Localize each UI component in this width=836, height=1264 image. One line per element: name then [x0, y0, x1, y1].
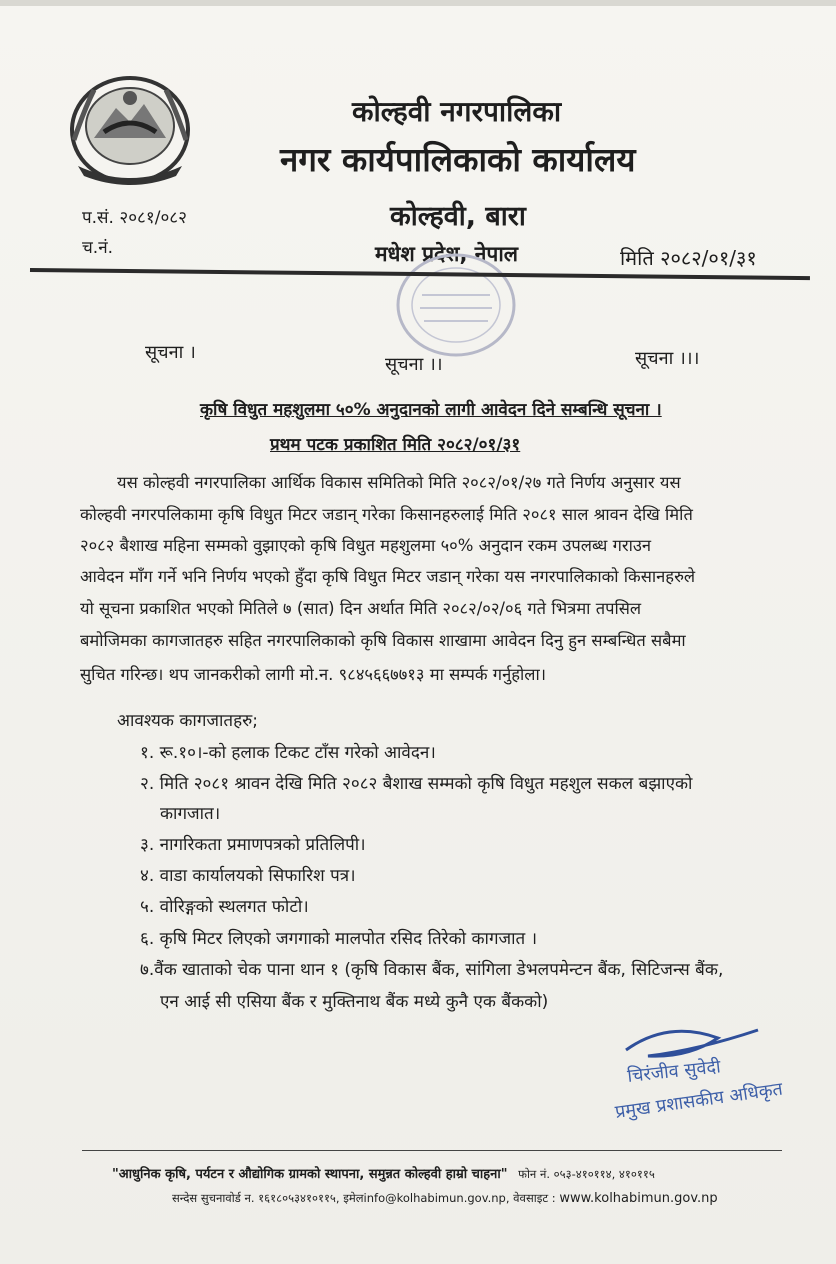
footer-divider	[82, 1150, 782, 1151]
municipality-name: कोल्हवी नगरपालिका	[352, 95, 562, 128]
document-item: २. मिति २०८१ श्रावन देखि मिति २०८२ बैशाख सम्मको कृषि विधुत महशुल सकल बझाएको	[140, 774, 693, 794]
document-item: ५. वोरिङ्गको स्थलगत फोटो।	[140, 897, 309, 917]
body-line: आवेदन माँग गर्ने भनि निर्णय भएको हुँदा कृषि विधुत मिटर जडान् गरेका यस नगरपालिकाको किसानहरुले	[80, 567, 696, 586]
nepal-emblem-icon	[64, 70, 196, 190]
signature-stamp-icon	[608, 1020, 798, 1140]
body-line: यो सूचना प्रकाशित भएको मितिले ७ (सात) दिन अर्थात मिति २०८२/०२/०६ गते भित्रमा तपसिल	[80, 599, 642, 618]
footer-slogan: "आधुनिक कृषि, पर्यटन र औद्योगिक ग्रामको स्थापना, समुन्नत कोल्हवी हाम्रो चाहना"	[112, 1167, 508, 1182]
document-item: ३. नागरिकता प्रमाणपत्रको प्रतिलिपी।	[140, 835, 366, 855]
document-item: १. रू.१०।-को हलाक टिकट टाँस गरेको आवेदन।	[140, 743, 436, 763]
letter-date: मिति २०८२/०१/३१	[620, 246, 757, 270]
body-line: कोल्हवी नगरपलिकामा कृषि विधुत मिटर जडान् गरेका किसानहरुलाई मिति २०८१ साल श्रावन देखि मिति	[80, 505, 693, 524]
svg-text:प्रमुख प्रशासकीय अधिकृत: प्रमुख प्रशासकीय अधिकृत	[613, 1078, 785, 1123]
footer-phone: फोन नं. ०५३-४१०११४, ४१०११५	[518, 1167, 655, 1181]
notice-label-2: सूचना ।।	[385, 354, 443, 375]
notice-label-1: सूचना ।	[145, 342, 196, 363]
office-location: कोल्हवी, बारा	[390, 201, 526, 232]
notice-subject: कृषि विधुत महशुलमा ५०% अनुदानको लागी आवेदन दिने सम्बन्धि सूचना ।	[200, 400, 662, 420]
document-item: ४. वाडा कार्यालयको सिफारिश पत्र।	[140, 866, 356, 886]
body-line: बमोजिमका कागजातहरु सहित नगरपालिकाको कृषि विकास शाखामा आवेदन दिनु हुन सम्बन्धित सबैमा	[80, 631, 686, 650]
dispatch-number: च.नं.	[82, 238, 114, 258]
top-edge	[0, 0, 836, 6]
document-item-continued: कागजात।	[160, 804, 221, 824]
office-name: नगर कार्यपालिकाको कार्यालय	[280, 140, 636, 179]
office-stamp-icon	[392, 250, 520, 360]
body-line: २०८२ बैशाख महिना सम्मको वुझाएको कृषि विधुत महशुलमा ५०% अनुदान रकम उपलब्ध गराउन	[80, 536, 652, 555]
reference-number: प.सं. २०८१/०८२	[82, 208, 187, 228]
province-country: मधेश प्रदेश, नेपाल	[375, 242, 518, 266]
published-date: प्रथम पटक प्रकाशित मिति २०८२/०१/३१	[270, 435, 521, 455]
footer-contact: सन्देस सुचनावोर्ड न. १६१८०५३४१०११५, इमेलinfo@kolhabimun.gov.np, वेवसाइट :	[172, 1191, 556, 1205]
document-item: ६. कृषि मिटर लिएको जगगाको मालपोत रसिद तिरेको कागजात ।	[140, 929, 538, 949]
footer-contact-line	[172, 1191, 718, 1206]
body-line: सुचित गरिन्छ। थप जानकरीको लागी मो.न. ९८४५६६७७१३ मा सम्पर्क गर्नुहोला।	[80, 665, 547, 684]
document-item-continued: एन आई सी एसिया बैंक र मुक्तिनाथ बैंक मध्ये कुनै एक बैंकको)	[160, 992, 549, 1012]
document-item: ७.वैंक खाताको चेक पाना थान १ (कृषि विकास बैंक, सांगिला डेभलपमेन्टन बैंक, सिटिजन्स बैंक,	[140, 960, 724, 980]
required-documents-title: आवश्यक कागजातहरु;	[117, 711, 259, 731]
footer-website-link[interactable]: www.kolhabimun.gov.np	[559, 1191, 718, 1206]
body-line: यस कोल्हवी नगरपालिका आर्थिक विकास समितिको मिति २०८२/०१/२७ गते निर्णय अनुसार यस	[117, 473, 681, 492]
svg-text:चिरंजीव सुवेदी: चिरंजीव सुवेदी	[626, 1056, 722, 1087]
footer-slogan-line	[112, 1164, 655, 1182]
notice-label-3: सूचना ।।।	[635, 348, 700, 369]
